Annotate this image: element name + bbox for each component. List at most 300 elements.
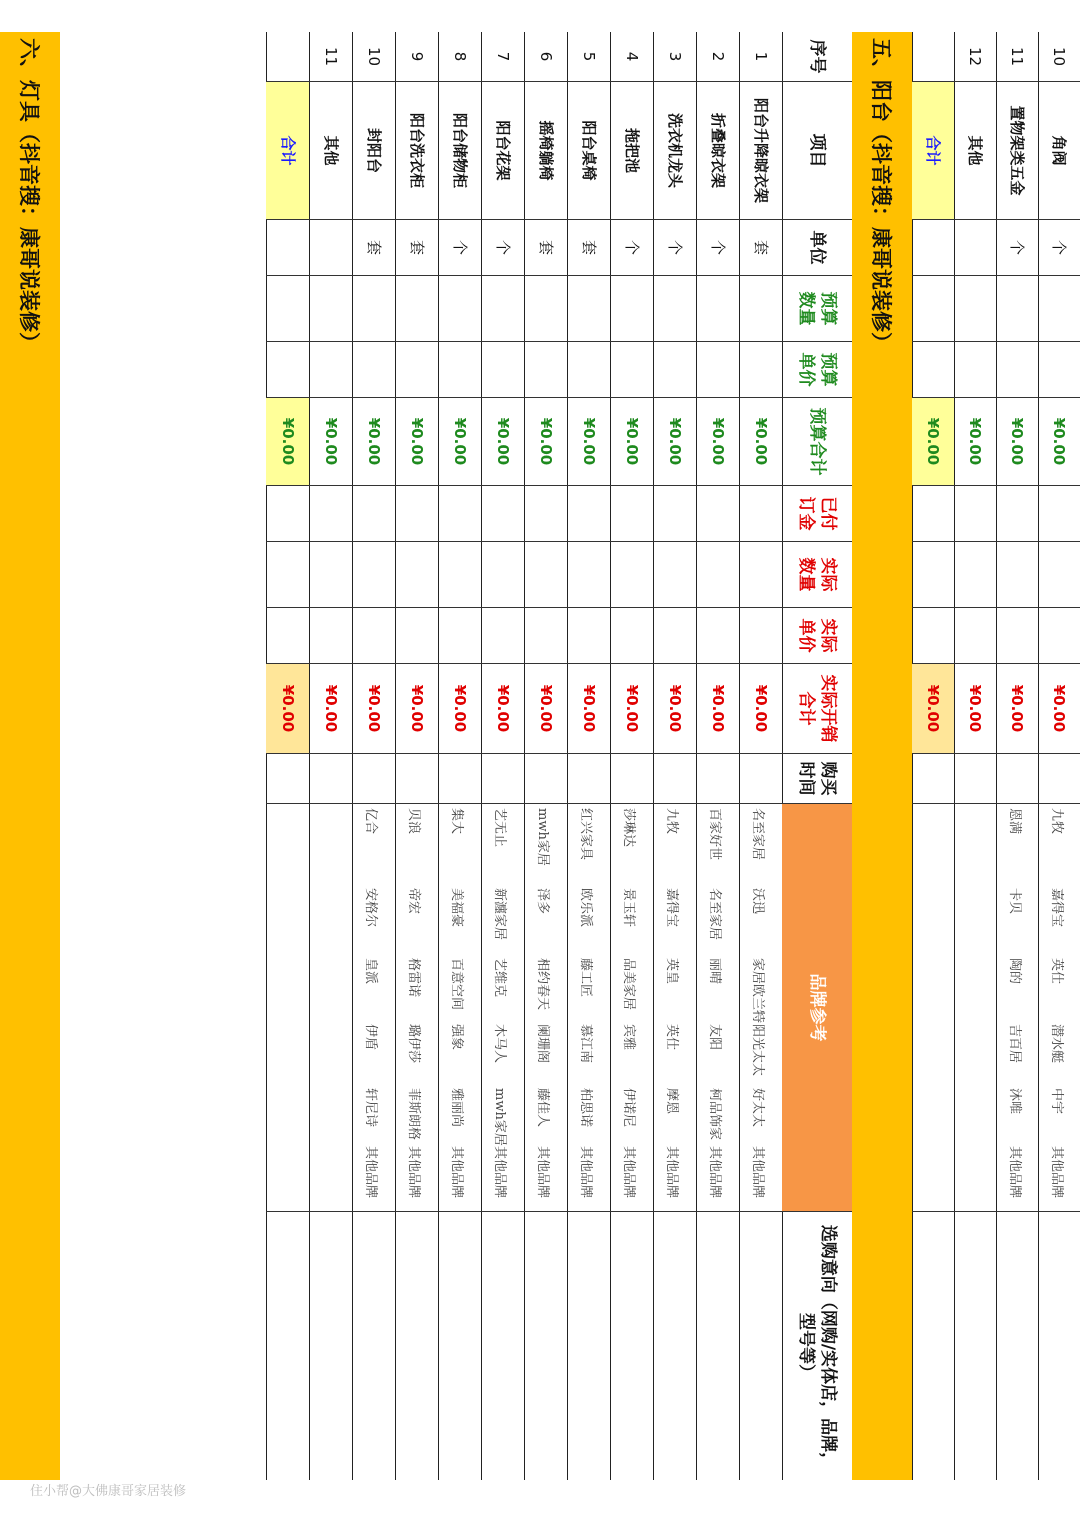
actual-price-cell[interactable] <box>438 608 481 664</box>
budget-total-cell: ¥0.00 <box>696 398 739 486</box>
total-label: 合计 <box>266 82 309 220</box>
intention-cell[interactable] <box>653 1212 696 1482</box>
table-row-total <box>266 32 309 1482</box>
brand-ref-cell <box>266 804 309 1212</box>
deposit-cell[interactable] <box>438 486 481 542</box>
table-row <box>438 32 481 1482</box>
brand-name: 帝宏 <box>406 888 421 915</box>
budget-total-cell: ¥0.00 <box>438 398 481 486</box>
brand-name: 菲斯朗格 <box>406 1088 421 1141</box>
actual-price-cell[interactable] <box>1038 608 1080 664</box>
header-item: 项目 <box>782 82 852 220</box>
header-purchase-time: 购买时间 <box>782 754 852 804</box>
unit-cell <box>912 220 954 276</box>
table-row <box>696 32 739 1482</box>
brand-name: 轩尼诗 <box>363 1088 378 1128</box>
brand-ref-cell: 恩满 卡贝 陶的 吉百居 沐唯 其他品牌 <box>996 804 1038 1212</box>
budget-price-cell[interactable] <box>996 342 1038 398</box>
purchase-time-cell[interactable] <box>696 754 739 804</box>
item-cell: 折叠晾衣架 <box>696 82 739 220</box>
unit-cell: 个 <box>996 220 1038 276</box>
brand-name: 嘉得宝 <box>664 888 679 928</box>
brand-name: 其他品牌 <box>664 1146 679 1199</box>
actual-qty-cell[interactable] <box>954 542 996 608</box>
seq-cell: 10 <box>1038 32 1080 82</box>
section-6-title: 六、灯具（抖音搜：康哥说装修） <box>0 32 60 1482</box>
actual-qty-cell[interactable] <box>309 542 352 608</box>
brand-name: 相约春天 <box>535 958 550 1011</box>
brand-ref-cell <box>352 804 395 1212</box>
purchase-time-cell[interactable] <box>739 754 782 804</box>
table-row <box>653 32 696 1482</box>
intention-cell[interactable] <box>395 1212 438 1482</box>
budget-total-sum: ¥0.00 <box>912 398 954 486</box>
header-deposit: 已付订金 <box>782 486 852 542</box>
deposit-cell[interactable] <box>524 486 567 542</box>
brand-name: 安格尔 <box>363 888 378 928</box>
table-row <box>567 32 610 1482</box>
actual-total-cell: ¥0.00 <box>653 664 696 754</box>
brand-name: 宾雅 <box>621 1024 636 1051</box>
budget-qty-cell[interactable] <box>438 276 481 342</box>
brand-ref-cell <box>653 804 696 1212</box>
deposit-cell[interactable] <box>739 486 782 542</box>
item-cell: 阳台洗衣柜 <box>395 82 438 220</box>
brand-name: 品美家居 <box>621 958 636 1011</box>
actual-qty-cell[interactable] <box>481 542 524 608</box>
header-actual-total: 实际开销合计 <box>782 664 852 754</box>
brand-name: 英皇 <box>664 958 679 985</box>
actual-price-cell[interactable] <box>653 608 696 664</box>
purchase-time-cell[interactable] <box>309 754 352 804</box>
actual-qty-cell[interactable] <box>653 542 696 608</box>
brand-name: 慕江南 <box>578 1024 593 1064</box>
unit-cell: 套 <box>567 220 610 276</box>
brand-name: 好太太 <box>750 1088 765 1128</box>
brand-name: 藤佳人 <box>535 1088 550 1128</box>
item-cell: 阳台花架 <box>481 82 524 220</box>
intention-cell[interactable] <box>309 1212 352 1482</box>
brand-name: mwh家居 <box>492 1088 507 1146</box>
purchase-time-cell[interactable] <box>653 754 696 804</box>
purchase-time-cell[interactable] <box>524 754 567 804</box>
brand-name: 璐伊莎 <box>406 1024 421 1064</box>
budget-total-cell: ¥0.00 <box>653 398 696 486</box>
actual-qty-cell[interactable] <box>1038 542 1080 608</box>
actual-total-cell: ¥0.00 <box>395 664 438 754</box>
deposit-cell[interactable] <box>954 486 996 542</box>
brand-name: 名至家居 <box>707 888 722 941</box>
deposit-cell[interactable] <box>309 486 352 542</box>
purchase-time-cell[interactable] <box>996 754 1038 804</box>
actual-qty-cell[interactable] <box>438 542 481 608</box>
unit-cell: 个 <box>481 220 524 276</box>
budget-price-cell[interactable] <box>438 342 481 398</box>
brand-name: 新瀍家居 <box>492 888 507 941</box>
actual-total-cell: ¥0.00 <box>696 664 739 754</box>
actual-qty-cell[interactable] <box>696 542 739 608</box>
brand-name: 其他品牌 <box>535 1146 550 1199</box>
budget-price-cell[interactable] <box>567 342 610 398</box>
budget-price-cell[interactable] <box>309 342 352 398</box>
brand-name: 九牧 <box>664 808 679 835</box>
actual-price-cell[interactable] <box>996 608 1038 664</box>
actual-price-cell[interactable] <box>309 608 352 664</box>
header-budget-price: 预算单价 <box>782 342 852 398</box>
purchase-time-cell[interactable] <box>438 754 481 804</box>
actual-qty-cell[interactable] <box>524 542 567 608</box>
brand-name: 贝浪 <box>406 808 421 835</box>
brand-name: 百家好世 <box>707 808 722 861</box>
brand-ref-cell <box>739 804 782 1212</box>
seq-cell: 1 <box>739 32 782 82</box>
brand-name: 阑珊阁 <box>535 1024 550 1064</box>
table-row <box>954 32 996 1482</box>
brand-ref-cell <box>567 804 610 1212</box>
budget-total-cell: ¥0.00 <box>739 398 782 486</box>
header-seq: 序号 <box>782 32 852 82</box>
item-cell: 阳台桌椅 <box>567 82 610 220</box>
actual-price-cell <box>266 608 309 664</box>
unit-cell: 个 <box>610 220 653 276</box>
budget-total-sum: ¥0.00 <box>266 398 309 486</box>
budget-price-cell[interactable] <box>653 342 696 398</box>
unit-cell: 个 <box>653 220 696 276</box>
budget-total-cell: ¥0.00 <box>954 398 996 486</box>
table-row <box>996 32 1038 1482</box>
item-cell: 拖把池 <box>610 82 653 220</box>
deposit-cell[interactable] <box>996 486 1038 542</box>
item-cell: 洗衣机龙头 <box>653 82 696 220</box>
budget-price-cell[interactable] <box>954 342 996 398</box>
budget-price-cell[interactable] <box>352 342 395 398</box>
actual-price-cell[interactable] <box>739 608 782 664</box>
table-row <box>481 32 524 1482</box>
actual-total-sum: ¥0.00 <box>912 664 954 754</box>
header-row <box>782 32 852 1482</box>
brand-name: 集大 <box>449 808 464 835</box>
brand-name: 名至家居 <box>750 808 765 861</box>
item-cell: 其他 <box>954 82 996 220</box>
brand-ref-cell <box>395 804 438 1212</box>
actual-price-cell[interactable] <box>954 608 996 664</box>
brand-name: 艺无止 <box>492 808 507 848</box>
budget-qty-cell[interactable] <box>309 276 352 342</box>
unit-cell: 套 <box>352 220 395 276</box>
seq-cell: 8 <box>438 32 481 82</box>
actual-price-cell[interactable] <box>481 608 524 664</box>
brand-ref-cell <box>954 804 996 1212</box>
table-row <box>352 32 395 1482</box>
brand-name: mwh家居 <box>535 808 550 866</box>
table-row <box>309 32 352 1482</box>
actual-price-cell[interactable] <box>567 608 610 664</box>
intention-cell[interactable] <box>524 1212 567 1482</box>
brand-name: 摩恩 <box>664 1088 679 1115</box>
intention-cell <box>912 1212 954 1482</box>
actual-price-cell <box>912 608 954 664</box>
actual-qty-cell[interactable] <box>567 542 610 608</box>
brand-ref-cell <box>481 804 524 1212</box>
brand-name: 伊盾 <box>363 1024 378 1051</box>
table-row <box>739 32 782 1482</box>
item-cell: 阳台升降晾衣架 <box>739 82 782 220</box>
seq-cell: 9 <box>395 32 438 82</box>
purchase-time-cell <box>266 754 309 804</box>
purchase-time-cell[interactable] <box>352 754 395 804</box>
brand-name: 艺维克 <box>492 958 507 998</box>
seq-cell: 3 <box>653 32 696 82</box>
seq-cell: 12 <box>954 32 996 82</box>
actual-price-cell[interactable] <box>524 608 567 664</box>
seq-cell <box>912 32 954 82</box>
budget-price-cell[interactable] <box>610 342 653 398</box>
deposit-cell[interactable] <box>1038 486 1080 542</box>
actual-total-cell: ¥0.00 <box>739 664 782 754</box>
table-row <box>1038 32 1080 1482</box>
actual-total-cell: ¥0.00 <box>481 664 524 754</box>
brand-name: 沃迅 <box>750 888 765 915</box>
budget-price-cell[interactable] <box>524 342 567 398</box>
budget-qty-cell[interactable] <box>739 276 782 342</box>
header-intention: 选购意向（网购/实体店，品牌，型号等） <box>796 1224 838 1470</box>
intention-cell[interactable] <box>996 1212 1038 1482</box>
deposit-cell[interactable] <box>481 486 524 542</box>
intention-cell[interactable] <box>1038 1212 1080 1482</box>
actual-price-cell[interactable] <box>395 608 438 664</box>
intention-cell[interactable] <box>481 1212 524 1482</box>
intention-cell[interactable] <box>438 1212 481 1482</box>
deposit-cell[interactable] <box>653 486 696 542</box>
budget-total-cell: ¥0.00 <box>481 398 524 486</box>
seq-cell: 6 <box>524 32 567 82</box>
budget-qty-cell <box>266 276 309 342</box>
brand-name: 家居欧兰特 <box>750 958 765 1024</box>
unit-cell <box>266 220 309 276</box>
brand-ref-cell <box>610 804 653 1212</box>
actual-qty-cell[interactable] <box>352 542 395 608</box>
actual-total-sum: ¥0.00 <box>266 664 309 754</box>
intention-cell <box>266 1212 309 1482</box>
brand-name: 美福豪 <box>449 888 464 928</box>
item-cell: 封阳台 <box>352 82 395 220</box>
budget-price-cell <box>266 342 309 398</box>
deposit-cell <box>266 486 309 542</box>
intention-cell[interactable] <box>696 1212 739 1482</box>
brand-name: 友阳 <box>707 1024 722 1051</box>
actual-total-cell: ¥0.00 <box>438 664 481 754</box>
brand-name: 其他品牌 <box>707 1146 722 1199</box>
actual-total-cell: ¥0.00 <box>309 664 352 754</box>
unit-cell: 个 <box>696 220 739 276</box>
brand-name: 柏思诺 <box>578 1088 593 1128</box>
actual-qty-cell[interactable] <box>610 542 653 608</box>
header-actual-qty: 实际数量 <box>782 542 852 608</box>
intention-cell[interactable] <box>610 1212 653 1482</box>
brand-name: 木马人 <box>492 1024 507 1064</box>
table-row-total <box>912 32 954 1482</box>
seq-cell: 11 <box>309 32 352 82</box>
seq-cell: 5 <box>567 32 610 82</box>
brand-name: 红兴家具 <box>578 808 593 861</box>
brand-ref-cell <box>309 804 352 1212</box>
seq-cell: 11 <box>996 32 1038 82</box>
budget-price-cell[interactable] <box>696 342 739 398</box>
actual-total-cell: ¥0.00 <box>352 664 395 754</box>
brand-name: 景玉轩 <box>621 888 636 928</box>
budget-total-cell: ¥0.00 <box>352 398 395 486</box>
deposit-cell[interactable] <box>696 486 739 542</box>
actual-qty-cell <box>266 542 309 608</box>
budget-qty-cell[interactable] <box>352 276 395 342</box>
item-cell: 其他 <box>309 82 352 220</box>
unit-cell: 个 <box>438 220 481 276</box>
budget-price-cell[interactable] <box>1038 342 1080 398</box>
header-brand-ref: 品牌参考 <box>782 804 852 1212</box>
header-actual-price: 实际单价 <box>782 608 852 664</box>
brand-ref-cell: 九牧 嘉得宝 英仕 潜水艇 中宇 其他品牌 <box>1038 804 1080 1212</box>
unit-cell: 套 <box>395 220 438 276</box>
budget-qty-cell[interactable] <box>696 276 739 342</box>
brand-name: 丽晴 <box>707 958 722 985</box>
brand-name: 其他品牌 <box>621 1146 636 1199</box>
actual-price-cell[interactable] <box>352 608 395 664</box>
budget-qty-cell[interactable] <box>395 276 438 342</box>
deposit-cell <box>912 486 954 542</box>
seq-cell: 4 <box>610 32 653 82</box>
brand-name: 其他品牌 <box>578 1146 593 1199</box>
budget-total-cell: ¥0.00 <box>524 398 567 486</box>
budget-price-cell[interactable] <box>395 342 438 398</box>
total-label: 合计 <box>912 82 954 220</box>
budget-total-cell: ¥0.00 <box>309 398 352 486</box>
intention-cell[interactable] <box>739 1212 782 1482</box>
budget-qty-cell[interactable] <box>653 276 696 342</box>
brand-name: 其他品牌 <box>449 1146 464 1199</box>
item-cell: 阳台储物柜 <box>438 82 481 220</box>
unit-cell: 个 <box>1038 220 1080 276</box>
budget-qty-cell[interactable] <box>524 276 567 342</box>
brand-ref-cell <box>524 804 567 1212</box>
unit-cell: 套 <box>739 220 782 276</box>
brand-name: 格雷诺 <box>406 958 421 998</box>
purchase-time-cell[interactable] <box>481 754 524 804</box>
budget-total-cell: ¥0.00 <box>1038 398 1080 486</box>
brand-name: 其他品牌 <box>363 1146 378 1199</box>
header-unit: 单位 <box>782 220 852 276</box>
actual-total-cell: ¥0.00 <box>996 664 1038 754</box>
table-row <box>524 32 567 1482</box>
purchase-time-cell[interactable] <box>954 754 996 804</box>
deposit-cell[interactable] <box>610 486 653 542</box>
budget-qty-cell[interactable] <box>996 276 1038 342</box>
budget-qty-cell[interactable] <box>610 276 653 342</box>
rotated-sheet <box>0 32 1080 1482</box>
item-cell: 角阀 <box>1038 82 1080 220</box>
brand-ref-cell <box>438 804 481 1212</box>
brand-name: 其他品牌 <box>406 1146 421 1199</box>
brand-name: 百意空间 <box>449 958 464 1011</box>
brand-name: 柯品饰家 <box>707 1088 722 1141</box>
seq-cell: 2 <box>696 32 739 82</box>
actual-price-cell[interactable] <box>610 608 653 664</box>
purchase-time-cell <box>912 754 954 804</box>
actual-qty-cell[interactable] <box>739 542 782 608</box>
table-row <box>395 32 438 1482</box>
purchase-time-cell[interactable] <box>567 754 610 804</box>
intention-cell[interactable] <box>954 1212 996 1482</box>
actual-price-cell[interactable] <box>696 608 739 664</box>
brand-name: 伊诺尼 <box>621 1088 636 1128</box>
item-cell: 置物架类五金 <box>996 82 1038 220</box>
item-cell: 摇椅躺椅 <box>524 82 567 220</box>
purchase-time-cell[interactable] <box>1038 754 1080 804</box>
intention-cell[interactable] <box>567 1212 610 1482</box>
brand-name: 亿合 <box>363 808 378 835</box>
brand-ref-cell <box>912 804 954 1212</box>
unit-cell <box>954 220 996 276</box>
budget-qty-cell[interactable] <box>481 276 524 342</box>
brand-name: 藤工匠 <box>578 958 593 998</box>
budget-qty-cell[interactable] <box>954 276 996 342</box>
deposit-cell[interactable] <box>567 486 610 542</box>
brand-name: 其他品牌 <box>750 1146 765 1199</box>
actual-qty-cell <box>912 542 954 608</box>
budget-price-cell[interactable] <box>739 342 782 398</box>
deposit-cell[interactable] <box>395 486 438 542</box>
purchase-time-cell[interactable] <box>610 754 653 804</box>
actual-total-cell: ¥0.00 <box>567 664 610 754</box>
actual-total-cell: ¥0.00 <box>954 664 996 754</box>
section-5-title: 五、阳台（抖音搜：康哥说装修） <box>852 32 912 1482</box>
seq-cell <box>266 32 309 82</box>
budget-qty-cell <box>912 276 954 342</box>
watermark: 住小帮@大佛康哥家居装修 <box>30 1484 187 1499</box>
budget-total-cell: ¥0.00 <box>996 398 1038 486</box>
deposit-cell[interactable] <box>352 486 395 542</box>
seq-cell: 7 <box>481 32 524 82</box>
unit-cell <box>309 220 352 276</box>
budget-total-cell: ¥0.00 <box>395 398 438 486</box>
budget-qty-cell[interactable] <box>567 276 610 342</box>
purchase-time-cell[interactable] <box>395 754 438 804</box>
brand-name: 泽多 <box>535 888 550 915</box>
brand-name: 雅丽尚 <box>449 1088 464 1128</box>
header-budget-qty: 预算数量 <box>782 276 852 342</box>
actual-qty-cell[interactable] <box>996 542 1038 608</box>
intention-cell[interactable] <box>352 1212 395 1482</box>
table-row <box>610 32 653 1482</box>
budget-total-cell: ¥0.00 <box>567 398 610 486</box>
budget-total-cell: ¥0.00 <box>610 398 653 486</box>
budget-price-cell <box>912 342 954 398</box>
brand-name: 强象 <box>449 1024 464 1051</box>
actual-total-cell: ¥0.00 <box>1038 664 1080 754</box>
actual-total-cell: ¥0.00 <box>524 664 567 754</box>
unit-cell: 套 <box>524 220 567 276</box>
seq-cell: 10 <box>352 32 395 82</box>
actual-total-cell: ¥0.00 <box>610 664 653 754</box>
brand-name: 阳光太太 <box>750 1024 765 1077</box>
brand-name: 欧乐派 <box>578 888 593 928</box>
budget-qty-cell[interactable] <box>1038 276 1080 342</box>
brand-name: 其他品牌 <box>492 1146 507 1199</box>
brand-name: 英仕 <box>664 1024 679 1051</box>
header-budget-total: 预算合计 <box>782 398 852 486</box>
actual-qty-cell[interactable] <box>395 542 438 608</box>
brand-ref-cell <box>696 804 739 1212</box>
budget-price-cell[interactable] <box>481 342 524 398</box>
